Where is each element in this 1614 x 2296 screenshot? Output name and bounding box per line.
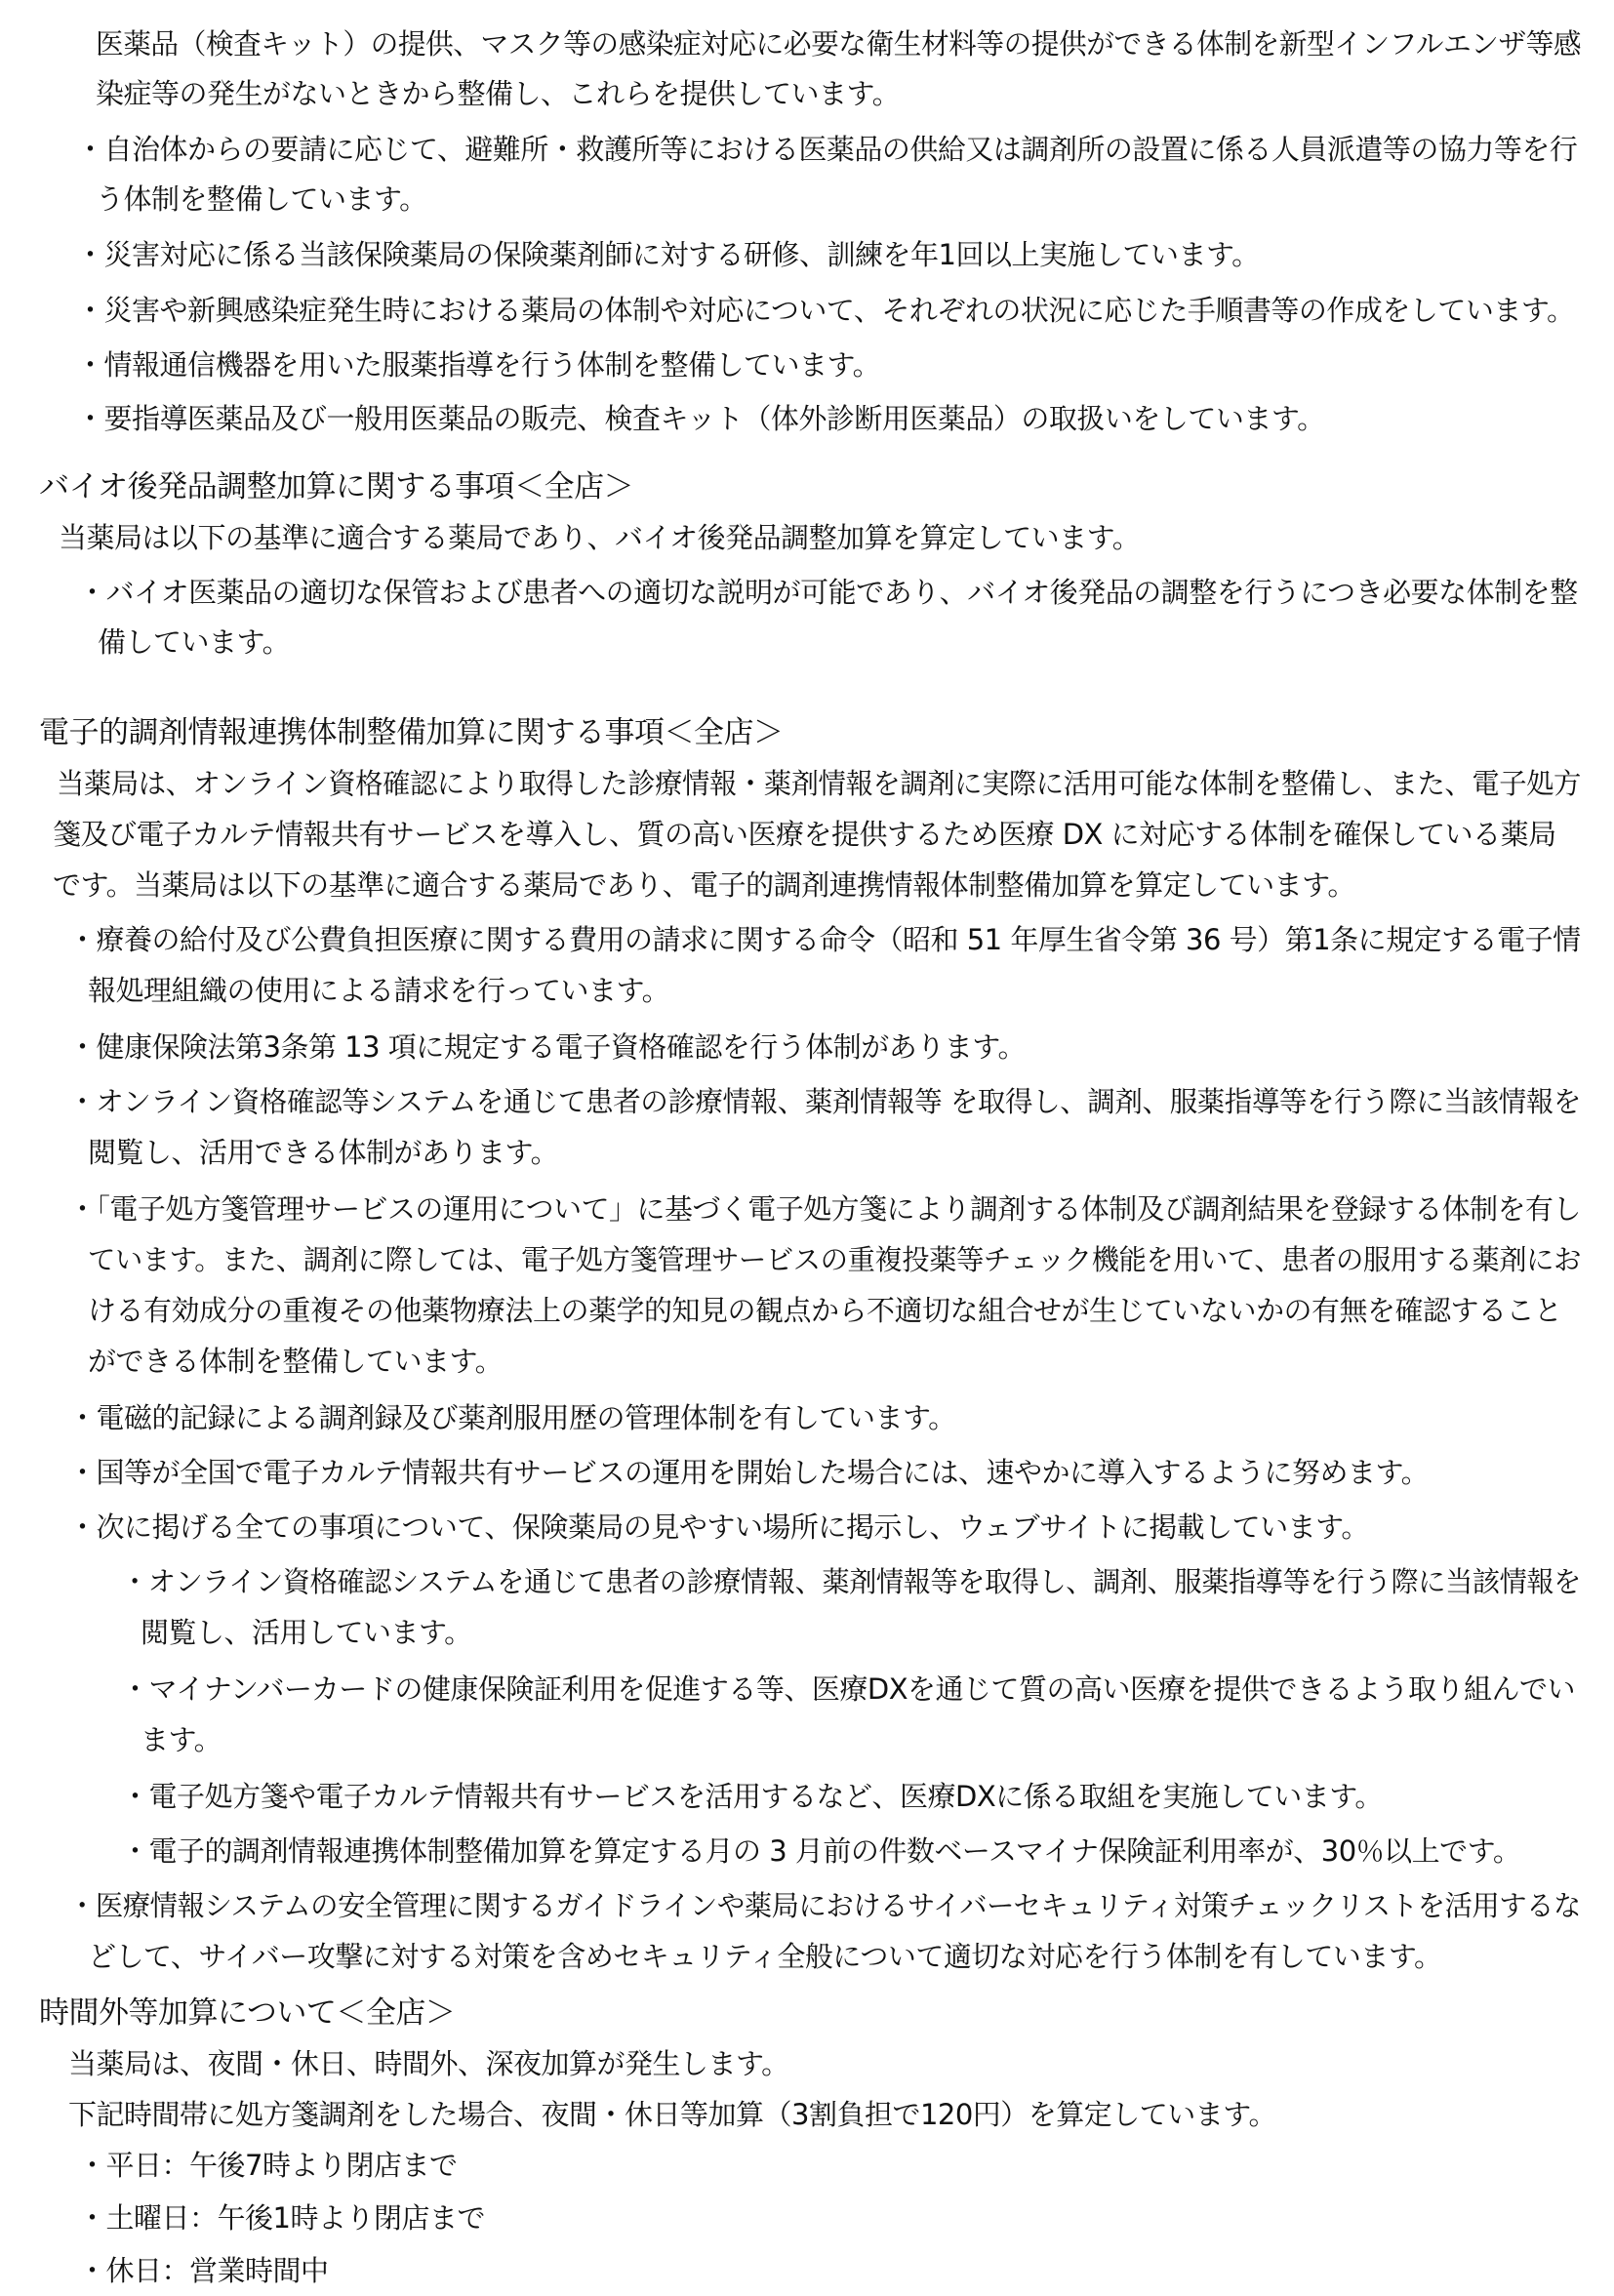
dx-sub-bullet-continuation: 閲覧し、活用しています。 (141, 1616, 472, 1649)
intro-bullet: ・情報通信機器を用いた服薬指導を行う体制を整備しています。 (76, 348, 881, 382)
overtime-section (39, 1989, 1561, 2287)
bio-section (39, 463, 1578, 677)
dx-sub-bullet-continuation: ます。 (141, 1723, 222, 1756)
intro-bullet-continuation: う体制を整備しています。 (96, 182, 427, 216)
intro-continuation-line: 染症等の発生がないときから整備し、これらを提供しています。 (96, 77, 901, 110)
dx-sub-bullet: ・マイナンバーカードの健康保険証利用を促進する等、医療DXを通じて質の高い医療を提供できるよう取り組んでい (121, 1672, 1576, 1706)
dx-bullet: ・医療情報システムの安全管理に関するガイドラインや薬局におけるサイバーセキュリティ対策チェックリストを活用するな (68, 1889, 1581, 1922)
intro-bullet: ・災害や新興感染症発生時における薬局の体制や対応について、それぞれの状況に応じた手順書等の作成をしています。 (76, 294, 1575, 327)
intro-section (59, 20, 1582, 435)
dx-sub-bullet: ・電子的調剤情報連携体制整備加算を算定する月の 3 月前の件数ベースマイナ保険証利用率が、30％以上です。 (121, 1834, 1521, 1868)
overtime-bullet: ・平日：午後7時より閉店まで (78, 2149, 458, 2182)
dx-bullet: ・国等が全国で電子カルテ情報共有サービスの運用を開始した場合には、速やかに導入するように努めます。 (68, 1456, 1430, 1489)
dx-bullet-continuation: ができる体制を整備しています。 (88, 1345, 504, 1378)
dx-sub-bullet: ・電子処方箋や電子カルテ情報共有サービスを活用するなど、医療DXに係る取組を実施しています。 (121, 1780, 1383, 1813)
section-lead: です。当薬局は以下の基準に適合する薬局であり、電子的調剤連携情報体制整備加算を算定しています。 (53, 868, 1355, 902)
dx-bullet: ・電磁的記録による調剤録及び薬剤服用歴の管理体制を有しています。 (68, 1401, 956, 1434)
intro-bullet: ・要指導医薬品及び一般用医薬品の販売、検査キット（体外診断用医薬品）の取扱いをしています。 (76, 402, 1325, 435)
dx-bullet: ・「電子処方箋管理サービスの運用について」に基づく電子処方箋により調剤する体制及び調剤結果を登録する体制を有し (68, 1192, 1581, 1226)
section-heading: 時間外等加算について＜全店＞ (39, 1995, 456, 2031)
intro-continuation-line: 医薬品（検査キット）の提供、マスク等の感染症対応に必要な衛生材料等の提供ができる体制を新型インフルエンザ等感 (96, 27, 1582, 60)
dx-bullet: ・次に掲げる全ての事項について、保険薬局の見やすい場所に掲示し、ウェブサイトに掲載しています。 (68, 1511, 1369, 1544)
overtime-bullet: ・休日：営業時間中 (78, 2254, 329, 2287)
section-heading: バイオ後発品調整加算に関する事項＜全店＞ (39, 469, 634, 504)
section-lead: 当薬局は、オンライン資格確認により取得した診療情報・薬剤情報を調剤に実際に活用可能な体制を整備し、また、電子処方 (57, 767, 1581, 800)
section-lead: 下記時間帯に処方箋調剤をした場合、夜間・休日等加算（3割負担で120円）を算定しています。 (68, 2098, 1276, 2131)
dx-bullet: ・健康保険法第3条第 13 項に規定する電子資格確認を行う体制があります。 (68, 1030, 1026, 1064)
overtime-bullet: ・土曜日：午後1時より閉店まで (78, 2201, 485, 2235)
dx-bullet-continuation: 報処理組織の使用による請求を行っています。 (88, 974, 670, 1007)
bio-bullet: ・バイオ医薬品の適切な保管および患者への適切な説明が可能であり、バイオ後発品の調整を行うにつき必要な体制を整 (78, 576, 1578, 609)
section-heading: 電子的調剤情報連携体制整備加算に関する事項＜全店＞ (39, 715, 784, 750)
bio-bullet-continuation: 備しています。 (98, 625, 291, 659)
dx-bullet-continuation: ています。また、調剤に際しては、電子処方箋管理サービスの重複投薬等チェック機能を用いて、患者の服用する薬剤にお (88, 1243, 1581, 1276)
dx-bullet: ・療養の給付及び公費負担医療に関する費用の請求に関する命令（昭和 51 年厚生省令第 36 号）第1条に規定する電子情 (68, 923, 1581, 956)
section-lead: 箋及び電子カルテ情報共有サービスを導入し、質の高い医療を提供するため医療 DX に対応する体制を確保している薬局 (53, 818, 1556, 851)
section-lead: 当薬局は、夜間・休日、時間外、深夜加算が発生します。 (68, 2047, 789, 2080)
dx-bullet-continuation: ける有効成分の重複その他薬物療法上の薬学的知見の観点から不適切な組合せが生じていないかの有無を確認すること (88, 1294, 1562, 1327)
dx-bullet-continuation: 閲覧し、活用できる体制があります。 (88, 1136, 559, 1169)
dx-bullet: ・オンライン資格確認等システムを通じて患者の診療情報、薬剤情報等 を取得し、調剤、服薬指導等を行う際に当該情報を (68, 1085, 1581, 1118)
intro-bullet: ・自治体からの要請に応じて、避難所・救護所等における医薬品の供給又は調剤所の設置に係る人員派遣等の協力等を行 (76, 133, 1578, 166)
dx-section (39, 708, 1581, 1973)
intro-bullet: ・災害対応に係る当該保険薬局の保険薬剤師に対する研修、訓練を年1回以上実施しています。 (76, 238, 1260, 271)
dx-bullet-continuation: どして、サイバー攻撃に対する対策を含めセキュリティ全般について適切な対応を行う体制を有しています。 (88, 1940, 1442, 1973)
section-lead: 当薬局は以下の基準に適合する薬局であり、バイオ後発品調整加算を算定しています。 (59, 521, 1141, 554)
dx-sub-bullet: ・オンライン資格確認システムを通じて患者の診療情報、薬剤情報等を取得し、調剤、服薬指導等を行う際に当該情報を (121, 1565, 1581, 1598)
